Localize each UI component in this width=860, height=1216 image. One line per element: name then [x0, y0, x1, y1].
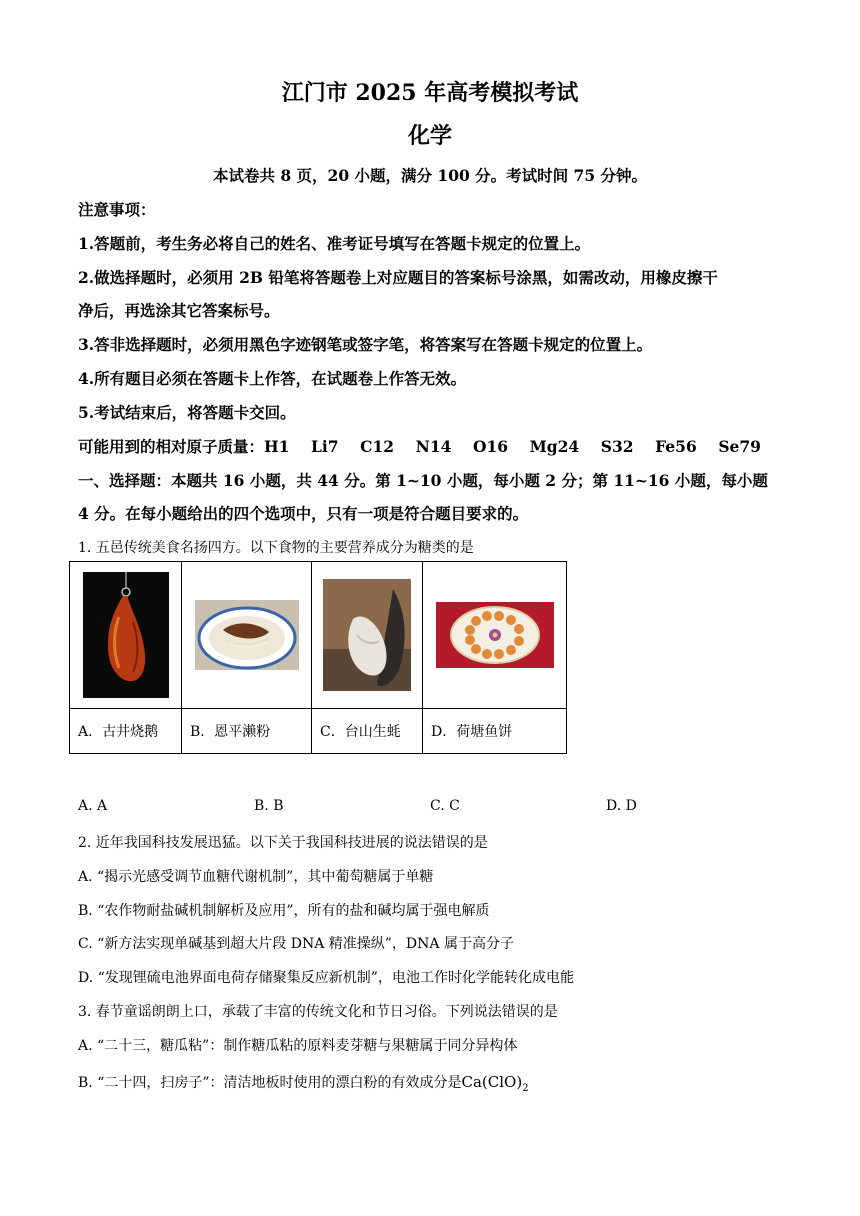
food-image-cell — [182, 562, 312, 709]
formula-subscript: 2 — [522, 1083, 529, 1094]
q2-stem: 2. 近年我国科技发展迅猛。以下关于我国科技进展的说法错误的是 — [78, 835, 488, 851]
section-heading-line1: 一、选择题：本题共 16 小题，共 44 分。第 1~10 小题，每小题 2 分；第 11~16 小题，每小题 — [78, 471, 768, 490]
subject-title: 化学 — [407, 123, 452, 149]
food-label-a: A．古井烧鹅 — [70, 709, 182, 754]
food-label-c: C．台山生蚝 — [312, 709, 423, 754]
fish-cake-image — [436, 602, 554, 668]
q2-option-d: D. “发现锂硫电池界面电荷存储聚集反应新机制”，电池工作时化学能转化成电能 — [78, 970, 574, 986]
q2-option-b: B. “农作物耐盐碱机制解析及应用”，所有的盐和碱均属于强电解质 — [78, 903, 490, 919]
food-label-b: B．恩平濑粉 — [182, 709, 312, 754]
note-item: 1.答题前，考生务必将自己的姓名、准考证号填写在答题卡规定的位置上。 — [78, 234, 591, 253]
food-table — [69, 561, 567, 754]
rice-noodle-image — [195, 600, 299, 670]
food-label-d: D．荷塘鱼饼 — [423, 709, 567, 754]
q3-option-a: A. “二十三，糖瓜粘”：制作糖瓜粘的原料麦芽糖与果糖属于同分异构体 — [78, 1038, 518, 1054]
exam-info: 本试卷共 8 页，20 小题，满分 100 分。考试时间 75 分钟。 — [212, 166, 648, 185]
exam-title: 江门市 2025 年高考模拟考试 — [281, 80, 579, 106]
q2-option-c: C. “新方法实现单碱基到超大片段 DNA 精准操纵”，DNA 属于高分子 — [78, 936, 514, 952]
atomic-masses: 可能用到的相对原子质量：H1 Li7 C12 N14 O16 Mg24 S32 Fe56 Se79 — [78, 437, 761, 456]
formula-main: Ca(ClO) — [461, 1073, 523, 1091]
note-item: 净后，再选涂其它答案标号。 — [78, 301, 280, 320]
q1-stem: 1. 五邑传统美食名扬四方。以下食物的主要营养成分为糖类的是 — [78, 540, 474, 556]
food-image-cell — [70, 562, 182, 709]
section-heading-line2: 4 分。在每小题给出的四个选项中，只有一项是符合题目要求的。 — [78, 504, 529, 523]
q1-option-b: B. B — [254, 798, 284, 814]
q3-stem: 3. 春节童谣朗朗上口，承载了丰富的传统文化和节日习俗。下列说法错误的是 — [78, 1004, 558, 1020]
note-item: 2.做选择题时，必须用 2B 铅笔将答题卷上对应题目的答案标号涂黑，如需改动，用橡皮擦干 — [78, 268, 718, 287]
q1-option-c: C. C — [430, 798, 460, 814]
oyster-image — [323, 579, 411, 691]
q1-option-a: A. A — [78, 798, 108, 814]
food-image-cell — [423, 562, 567, 709]
q2-option-a: A. “揭示光感受调节血糖代谢机制”，其中葡萄糖属于单糖 — [78, 869, 434, 885]
notes-heading: 注意事项： — [78, 200, 156, 219]
note-item: 4.所有题目必须在答题卡上作答，在试题卷上作答无效。 — [78, 369, 467, 388]
formula — [461, 1073, 529, 1094]
q3-option-b — [78, 1072, 529, 1094]
q1-option-d: D. D — [606, 798, 637, 814]
food-image-cell — [312, 562, 423, 709]
q3-option-b-text: B. “二十四，扫房子”：清洁地板时使用的漂白粉的有效成分是 — [78, 1075, 462, 1091]
roast-goose-image — [83, 572, 169, 698]
note-item: 3.答非选择题时，必须用黑色字迹钢笔或签字笔，将答案写在答题卡规定的位置上。 — [78, 335, 653, 354]
note-item: 5.考试结束后，将答题卡交回。 — [78, 403, 296, 422]
